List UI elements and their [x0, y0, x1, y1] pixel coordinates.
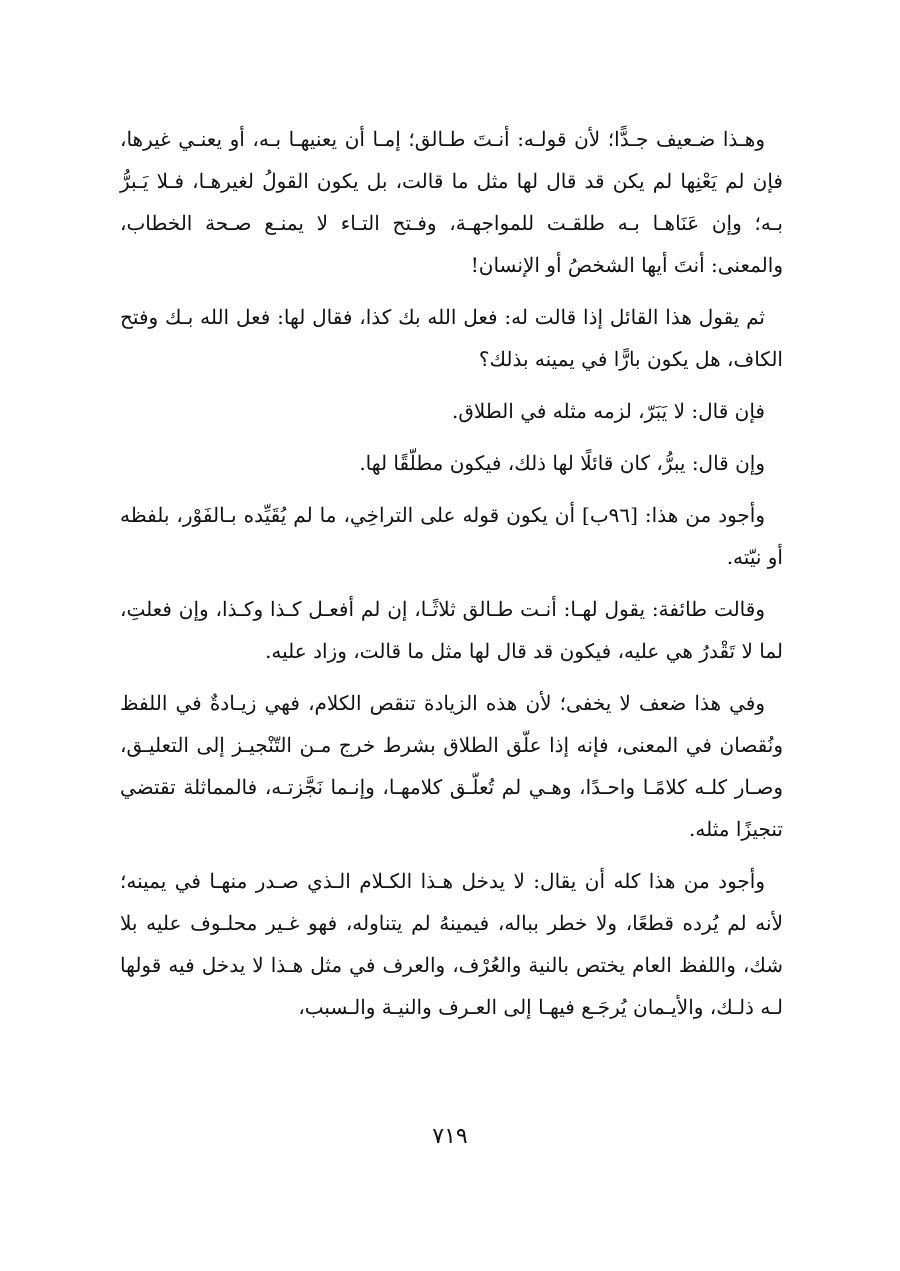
paragraph-5: وأجود من هذا: [٩٦ب] أن يكون قوله على التراخِي، ما لم يُقَيِّده بـالفَوْر، بلفظه أو نيّته.: [120, 503, 783, 569]
paragraph-7: وفي هذا ضعف لا يخفى؛ لأن هذه الزيادة تنقص الكلام، فهي زيـادةٌ في اللفظ ونُقصان في المعنى، فإنه إذا علّق الطلاق بشرط خرج مـن التّنْجيـز إلى التعليـق، وصـار كلـه كلامًـا واحـدًا، وهـي لم تُعلّـق كلامهـا، وإنـما نَجَّزتـه، فالمماثلة تقتضي تنجيزًا مثله.: [120, 691, 783, 841]
paragraph-8: وأجود من هذا كله أن يقال: لا يدخل هـذا الكـلام الـذي صـدر منهـا في يمينه؛ لأنه لم يُرده قطعًا، ولا خطر بباله، فيمينهُ لم يتناوله، فهو غـير محلـوف عليه بلا شك، واللفظ العام يختص بالنية والعُرْف، والعرف في مثل هـذا لا يدخل فيه قولها لـه ذلـك، والأيـمان يُرجَـع فيهـا إلى العـرف والنيـة والـسبب،: [120, 869, 783, 1019]
page-body: [120, 118, 783, 1038]
paragraph-6: وقالت طائفة: يقول لهـا: أنـت طـالق ثلاثًـا، إن لم أفعـل كـذا وكـذا، وإن فعلتِ، لما لا تَقْدرُ هي عليه، فيكون قد قال لها مثل ما قالت، وزاد عليه.: [120, 597, 783, 663]
paragraph-1: وهـذا ضـعيف جـدًّا؛ لأن قولـه: أنـتَ طـالق؛ إمـا أن يعنيهـا بـه، أو يعنـي غيرها، فإن لم يَعْنِها لم يكن قد قال لها مثل ما قالت، بل يكون القولُ لغيرهـا، فـلا يَـبرُّ بـه؛ وإن عَنَاهـا بـه طلقـت للمواجهـة، وفـتح التـاء لا يمنـع صـحة الخطاب، والمعنى: أنتَ أيها الشخصُ أو الإنسان!: [120, 127, 783, 277]
paragraph-2: ثم يقول هذا القائل إذا قالت له: فعل الله بك كذا، فقال لها: فعل الله بـك وفتح الكاف، هل يكون بارًّا في يمينه بذلك؟: [120, 305, 783, 371]
paragraph-4: وإن قال: يبرُّ، كان قائلًا لها ذلك، فيكون مطلّقًا لها.: [359, 451, 765, 475]
page-number: ٧١٩: [432, 1124, 468, 1149]
paragraph-3: فإن قال: لا يَبَرّ، لزمه مثله في الطلاق.: [451, 399, 765, 423]
